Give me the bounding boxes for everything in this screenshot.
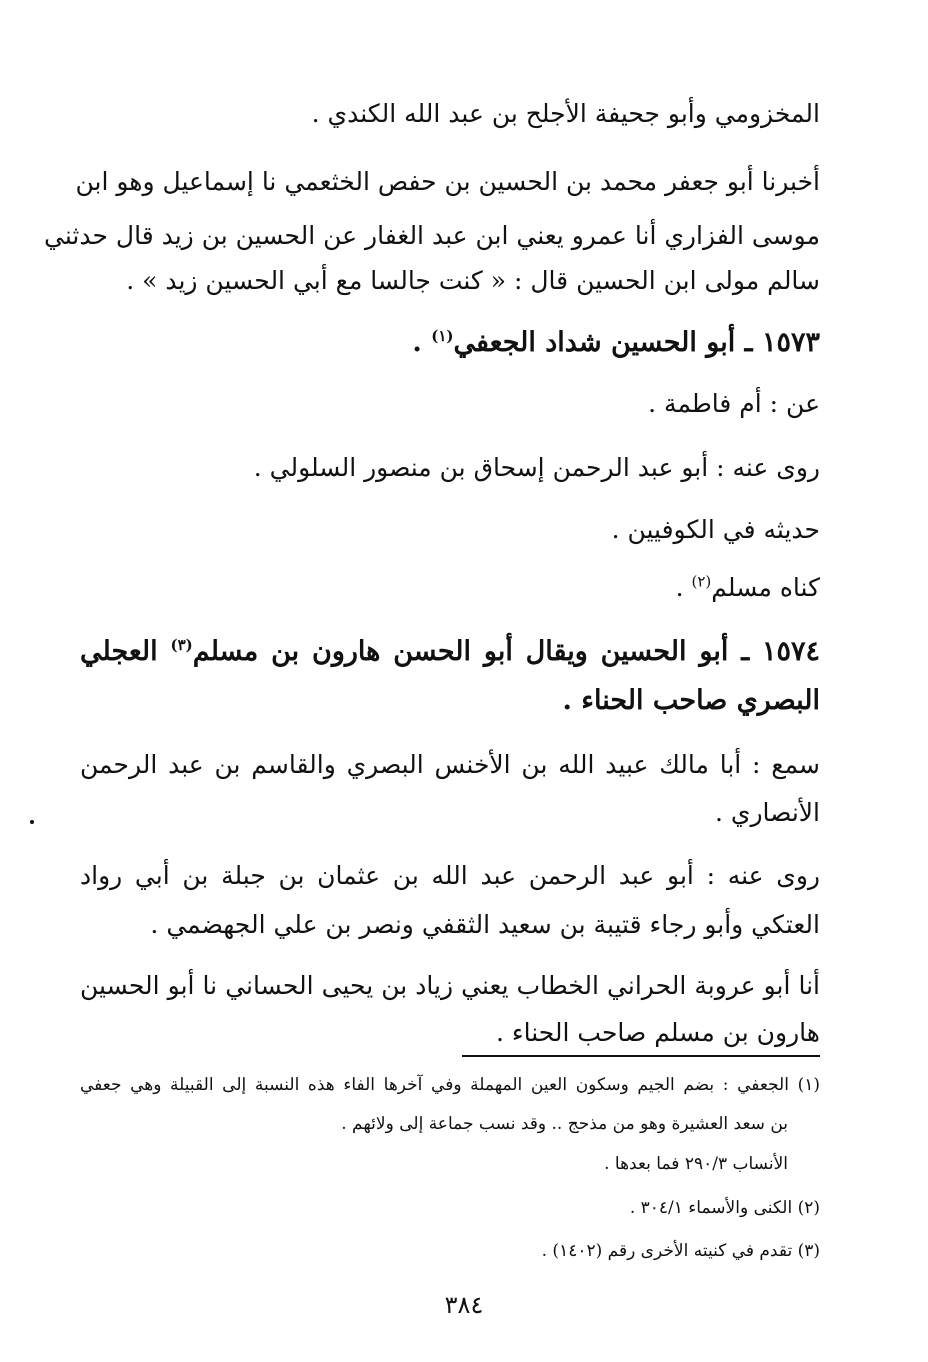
hadith-line: حديثه في الكوفيين . — [611, 515, 820, 544]
body-line: المخزومي وأبو جحيفة الأجلح بن عبد الله الكندي . — [311, 99, 820, 128]
entry-heading-text: ١٥٧٣ ـ أبو الحسين شداد الجعفي — [453, 327, 820, 358]
entry-heading-end: . — [412, 327, 432, 358]
narrated-line: روى عنه : أبو عبد الرحمن إسحاق بن منصور السلولي . — [253, 453, 820, 482]
footnote-ref: (١) — [431, 327, 454, 345]
footnote-1: (١) الجعفي : بضم الجيم وسكون العين المهملة وفي آخرها الفاء هذه النسبة إلى القبيلة وهي جعفي — [80, 1075, 820, 1095]
heard-line: الأنصاري . — [715, 798, 820, 827]
footnote-3: (٣) تقدم في كنيته الأخرى رقم (١٤٠٢) . — [541, 1241, 820, 1261]
kunya-text: كناه مسلم — [711, 573, 820, 602]
narrated-line: العتكي وأبو رجاء قتيبة بن سعيد الثقفي ونصر بن علي الجهضمي . — [150, 910, 820, 939]
entry-heading-1574 — [80, 634, 820, 670]
footnote-separator — [462, 1055, 820, 1057]
page-number: ٣٨٤ — [444, 1291, 484, 1319]
footnote-ref: (٢) — [691, 572, 712, 591]
isnad-line: أنا أبو عروبة الحراني الخطاب يعني زياد بن يحيى الحساني نا أبو الحسين — [80, 971, 820, 1000]
entry-heading-text: ١٥٧٤ ـ أبو الحسين ويقال أبو الحسن هارون بن مسلم — [192, 636, 820, 667]
body-line: سالم مولى ابن الحسين قال : « كنت جالسا مع أبي الحسين زيد » . — [126, 266, 820, 295]
kunya-line — [80, 570, 820, 606]
narrated-line: روى عنه : أبو عبد الرحمن عبد الله بن عثمان بن جبلة بن أبي رواد — [80, 861, 820, 890]
footnote-ref: (٣) — [170, 636, 193, 654]
isnad-line: هارون بن مسلم صاحب الحناء . — [495, 1018, 820, 1047]
kunya-end: . — [675, 573, 692, 602]
entry-heading-continuation: البصري صاحب الحناء . — [562, 685, 820, 716]
body-line: أخبرنا أبو جعفر محمد بن الحسين بن حفص الخثعمي نا إسماعيل وهو ابن — [75, 167, 820, 196]
heard-line: سمع : أبا مالك عبيد الله بن الأخنس البصري والقاسم بن عبد الرحمن — [80, 750, 820, 779]
from-line: عن : أم فاطمة . — [648, 389, 820, 418]
footnote-1-continuation: بن سعد العشيرة وهو من مذحج .. وقد نسب جماعة إلى ولائهم . — [341, 1114, 788, 1134]
footnote-1-source: الأنساب ٢٩٠/٣ فما بعدها . — [604, 1154, 788, 1174]
entry-heading-1573 — [80, 325, 820, 361]
entry-heading-text: العجلي — [80, 636, 171, 667]
footnote-2: (٢) الكنى والأسماء ٣٠٤/١ . — [629, 1198, 820, 1218]
margin-dot — [30, 820, 34, 824]
body-line: موسى الفزاري أنا عمرو يعني ابن عبد الغفار عن الحسين بن زيد قال حدثني — [44, 221, 820, 250]
